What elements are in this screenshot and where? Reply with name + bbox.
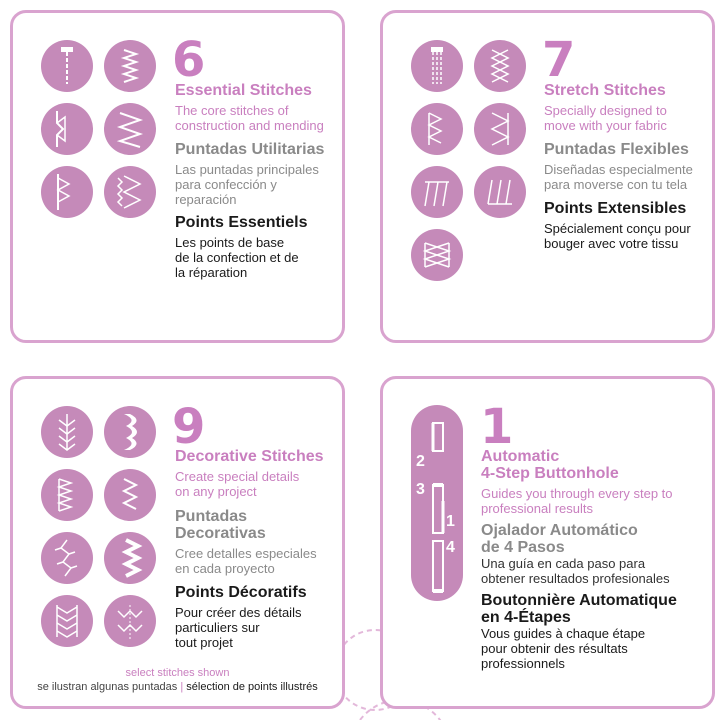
footnote-fr: sélection de points illustrés <box>186 681 318 693</box>
stretch-count: 7 <box>542 32 576 88</box>
stretch-title-en: Stretch Stitches <box>544 82 666 99</box>
blind-hem-stitch-icon <box>41 103 93 155</box>
buttonhole-step-4: 4 <box>446 539 455 556</box>
decorative-desc-es-2: en cada proyecto <box>175 561 275 576</box>
essential-desc-en-2: construction and mending <box>175 118 324 133</box>
buttonhole-title-fr-1: Boutonnière Automatique <box>481 592 677 609</box>
buttonhole-desc-en-2: professional results <box>481 501 593 516</box>
buttonhole-title-en-2: 4-Step Buttonhole <box>481 465 619 482</box>
stretch-desc-es-1: Diseñadas especialmente <box>544 162 693 177</box>
tree-stitch-icon <box>41 595 93 647</box>
stretch-desc-fr-2: bouger avec votre tissu <box>544 236 679 251</box>
stretch-title-fr: Points Extensibles <box>544 200 687 217</box>
honeycomb-stitch-icon <box>474 40 526 92</box>
essential-desc-es-2: para confección y <box>175 177 277 192</box>
stretch-desc-en-2: move with your fabric <box>544 118 667 133</box>
cross-stitch-icon <box>104 595 156 647</box>
footnote-multilang <box>10 681 345 694</box>
buttonhole-desc-fr-3: professionnels <box>481 656 565 671</box>
footnote-separator: | <box>180 681 184 693</box>
stretch-title-es: Puntadas Flexibles <box>544 141 689 158</box>
decorative-desc-fr-2: particuliers sur <box>175 620 260 635</box>
stretch-blind-hem-stitch-icon <box>41 166 93 218</box>
buttonhole-step-3: 3 <box>416 481 425 498</box>
triple-straight-stitch-icon <box>411 40 463 92</box>
stretch-zigzag-stitch-icon <box>474 103 526 155</box>
feather-stitch-icon <box>41 532 93 584</box>
slant-stitch-icon <box>411 166 463 218</box>
scallop-stitch-icon <box>104 406 156 458</box>
buttonhole-title-es-2: de 4 Pasos <box>481 539 565 556</box>
buttonhole-desc-es-2: obtener resultados profesionales <box>481 571 670 586</box>
essential-title-fr: Points Essentiels <box>175 214 308 231</box>
serpentine-stitch-icon <box>104 469 156 521</box>
decorative-desc-en-2: on any project <box>175 484 257 499</box>
stretch-desc-en-1: Specially designed to <box>544 103 667 118</box>
buttonhole-title-fr-2: en 4-Étapes <box>481 609 571 626</box>
essential-title-en: Essential Stitches <box>175 82 312 99</box>
decorative-title-en: Decorative Stitches <box>175 448 324 465</box>
buttonhole-desc-en-1: Guides you through every step to <box>481 486 673 501</box>
decorative-count: 9 <box>172 399 206 455</box>
buttonhole-title-es-1: Ojalador Automático <box>481 522 638 539</box>
stretch-desc-es-2: para moverse con tu tela <box>544 177 688 192</box>
essential-desc-es-1: Las puntadas principales <box>175 162 319 177</box>
rick-rack-stitch-icon <box>411 103 463 155</box>
lattice-stretch-stitch-icon <box>411 229 463 281</box>
essential-desc-fr-3: la réparation <box>175 265 248 280</box>
buttonhole-title-en-1: Automatic <box>481 448 560 465</box>
satin-wave-stitch-icon <box>104 532 156 584</box>
decorative-title-fr: Points Décoratifs <box>175 584 307 601</box>
decorative-title-es-1: Puntadas <box>175 508 248 525</box>
decorative-title-es-2: Decorativas <box>175 525 266 542</box>
buttonhole-count: 1 <box>480 399 514 455</box>
wide-zigzag-stitch-icon <box>104 103 156 155</box>
essential-desc-fr-1: Les points de base <box>175 235 285 250</box>
decorative-desc-es-1: Cree detalles especiales <box>175 546 317 561</box>
essential-desc-en-1: The core stitches of <box>175 103 289 118</box>
arrow-feather-stitch-icon <box>41 406 93 458</box>
buttonhole-desc-fr-2: pour obtenir des résultats <box>481 641 628 656</box>
essential-desc-fr-2: de la confection et de <box>175 250 299 265</box>
decorative-desc-fr-1: Pour créer des détails <box>175 605 302 620</box>
decorative-desc-en-1: Create special details <box>175 469 300 484</box>
buttonhole-desc-es-1: Una guía en cada paso para <box>481 556 646 571</box>
footnote-es: se ilustran algunas puntadas <box>37 681 178 693</box>
buttonhole-step-1: 1 <box>446 513 455 530</box>
essential-desc-es-3: reparación <box>175 192 237 207</box>
buttonhole-desc-fr-1: Vous guides à chaque étape <box>481 626 646 641</box>
multi-zigzag-stitch-icon <box>104 166 156 218</box>
essential-title-es: Puntadas Utilitarias <box>175 141 325 158</box>
footnote-en: select stitches shown <box>125 667 230 679</box>
buttonhole-step-2: 2 <box>416 453 425 470</box>
zigzag-stitch-icon <box>104 40 156 92</box>
straight-stitch-icon <box>41 40 93 92</box>
stretch-desc-fr-1: Spécialement conçu pour <box>544 221 691 236</box>
decorative-desc-fr-3: tout projet <box>175 635 233 650</box>
essential-count: 6 <box>172 32 206 88</box>
overlock-slant-stitch-icon <box>474 166 526 218</box>
buttonhole-steps-graphic <box>411 405 463 601</box>
ric-rac-triangle-stitch-icon <box>41 469 93 521</box>
